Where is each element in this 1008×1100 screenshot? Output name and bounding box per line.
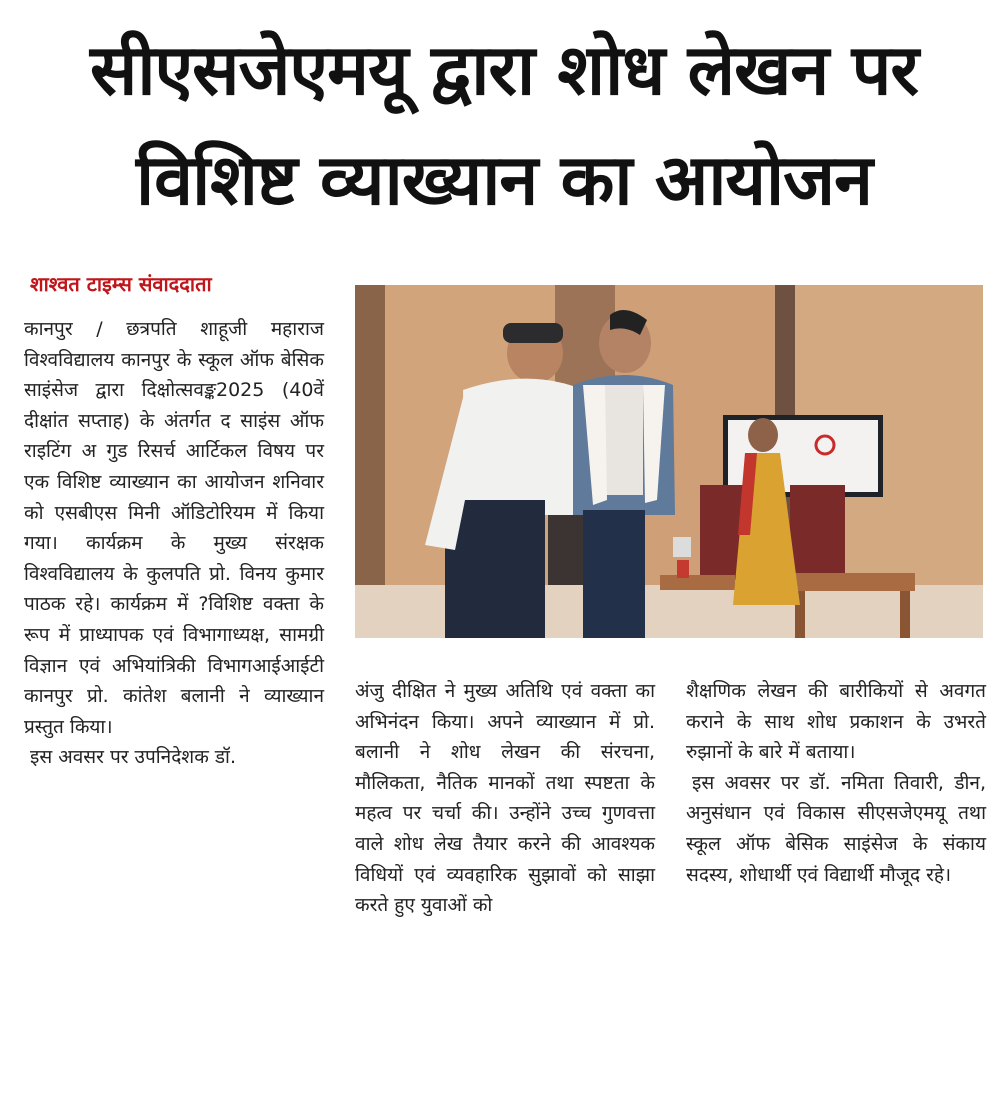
event-photo <box>355 285 983 638</box>
article-column-2 <box>355 676 655 921</box>
byline: शाश्वत टाइम्स संवाददाता <box>30 272 212 296</box>
column1-paragraph-2: इस अवसर पर उपनिदेशक डॉ. <box>30 746 236 769</box>
column3-paragraph-2: इस अवसर पर डॉ. नमिता तिवारी, डीन, अनुसंधान एवं विकास सीएसजेएमयू तथा स्कूल ऑफ बेसिक साइंसेज के संकाय सदस्य, शोधार्थी एवं विद्यार्थी मौजूद रहे। <box>686 771 986 886</box>
article-column-3 <box>686 676 986 890</box>
column2-paragraph-1: अंजु दीक्षित ने मुख्य अतिथि एवं वक्ता का अभिनंदन किया। अपने व्याख्यान में प्रो. बलानी ने शोध लेखन की संरचना, मौलिकता, नैतिक मानकों तथा स्पष्टता के महत्व पर चर्चा की। उन्होंने उच्च गुणवत्ता वाले शोध लेख तैयार करने की आवश्यक विधियों एवं व्यवहारिक सुझावों को साझा करते हुए युवाओं को <box>355 680 655 917</box>
article-column-1 <box>24 314 324 773</box>
column3-paragraph-1: शैक्षणिक लेखन की बारीकियों से अवगत कराने के साथ शोध प्रकाशन के उभरते रुझानों के बारे में बताया। <box>686 680 986 764</box>
event-photo-illustration <box>355 285 983 638</box>
headline-line-1: सीएसजेएमयू द्वारा शोध लेखन पर <box>90 29 918 111</box>
column1-paragraph-1: कानपुर / छत्रपति शाहूजी महाराज विश्वविद्यालय कानपुर के स्कूल ऑफ बेसिक साइंसेज द्वारा दिक्षोत्सवङ्क2025 (40वें दीक्षांत सप्ताह) के अंतर्गत द साइंस ऑफ राइटिंग अ गुड रिसर्च आर्टिकल विषय पर एक विशिष्ट व्याख्यान का आयोजन शनिवार को एसबीएस मिनी ऑडिटोरियम में किया गया। कार्यक्रम के मुख्य संरक्षक विश्वविद्यालय के कुलपति प्रो. विनय कुमार पाठक रहे। कार्यक्रम में ?विशिष्ट वक्ता के रूप में प्राध्यापक एवं विभागाध्यक्ष, सामग्री विज्ञान एवं अभियांत्रिकी विभागआईआईटी कानपुर प्रो. कांतेश बलानी ने व्याख्यान प्रस्तुत किया। <box>24 318 324 738</box>
headline-line-2: विशिष्ट व्याख्यान का आयोजन <box>136 139 872 221</box>
